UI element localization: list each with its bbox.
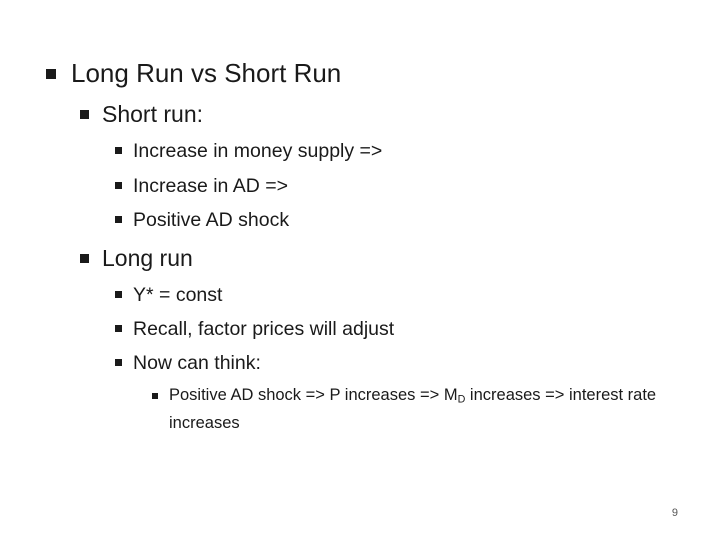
square-bullet-icon [115, 291, 122, 298]
sub-list-item-text-before: Positive AD shock => P increases => M [169, 386, 458, 404]
list-item [115, 318, 394, 341]
square-bullet-icon [80, 254, 89, 263]
sub-list-item [152, 384, 672, 435]
square-bullet-icon [115, 147, 122, 154]
list-item [115, 209, 289, 232]
sub-list-item-text-after: increases => interest rate increases [169, 386, 657, 432]
square-bullet-icon [80, 110, 89, 119]
list-item-text: Y* = const [133, 284, 223, 306]
list-item-text: Now can think: [133, 352, 261, 374]
page-number: 9 [671, 507, 678, 519]
list-item [115, 284, 222, 307]
square-bullet-icon [115, 216, 122, 223]
list-item-text: Recall, factor prices will adjust [133, 318, 395, 340]
short-run-heading-text: Short run: [102, 101, 203, 127]
square-bullet-icon [115, 182, 122, 189]
list-item [115, 175, 288, 198]
sub-list-item-text [169, 384, 672, 435]
list-item [115, 140, 382, 163]
list-item-text: Increase in money supply => [133, 140, 383, 162]
list-item-text: Increase in AD => [133, 175, 289, 197]
slide-title-text: Long Run vs Short Run [71, 58, 342, 88]
square-bullet-icon [152, 393, 158, 399]
square-bullet-icon [115, 325, 122, 332]
short-run-heading [80, 101, 203, 128]
m-d-subscript: D [457, 393, 466, 406]
square-bullet-icon [46, 69, 56, 79]
slide-title [46, 58, 341, 89]
square-bullet-icon [115, 359, 122, 366]
long-run-heading-text: Long run [102, 245, 193, 271]
long-run-heading [80, 245, 193, 272]
list-item-text: Positive AD shock [133, 209, 290, 231]
list-item [115, 352, 261, 375]
